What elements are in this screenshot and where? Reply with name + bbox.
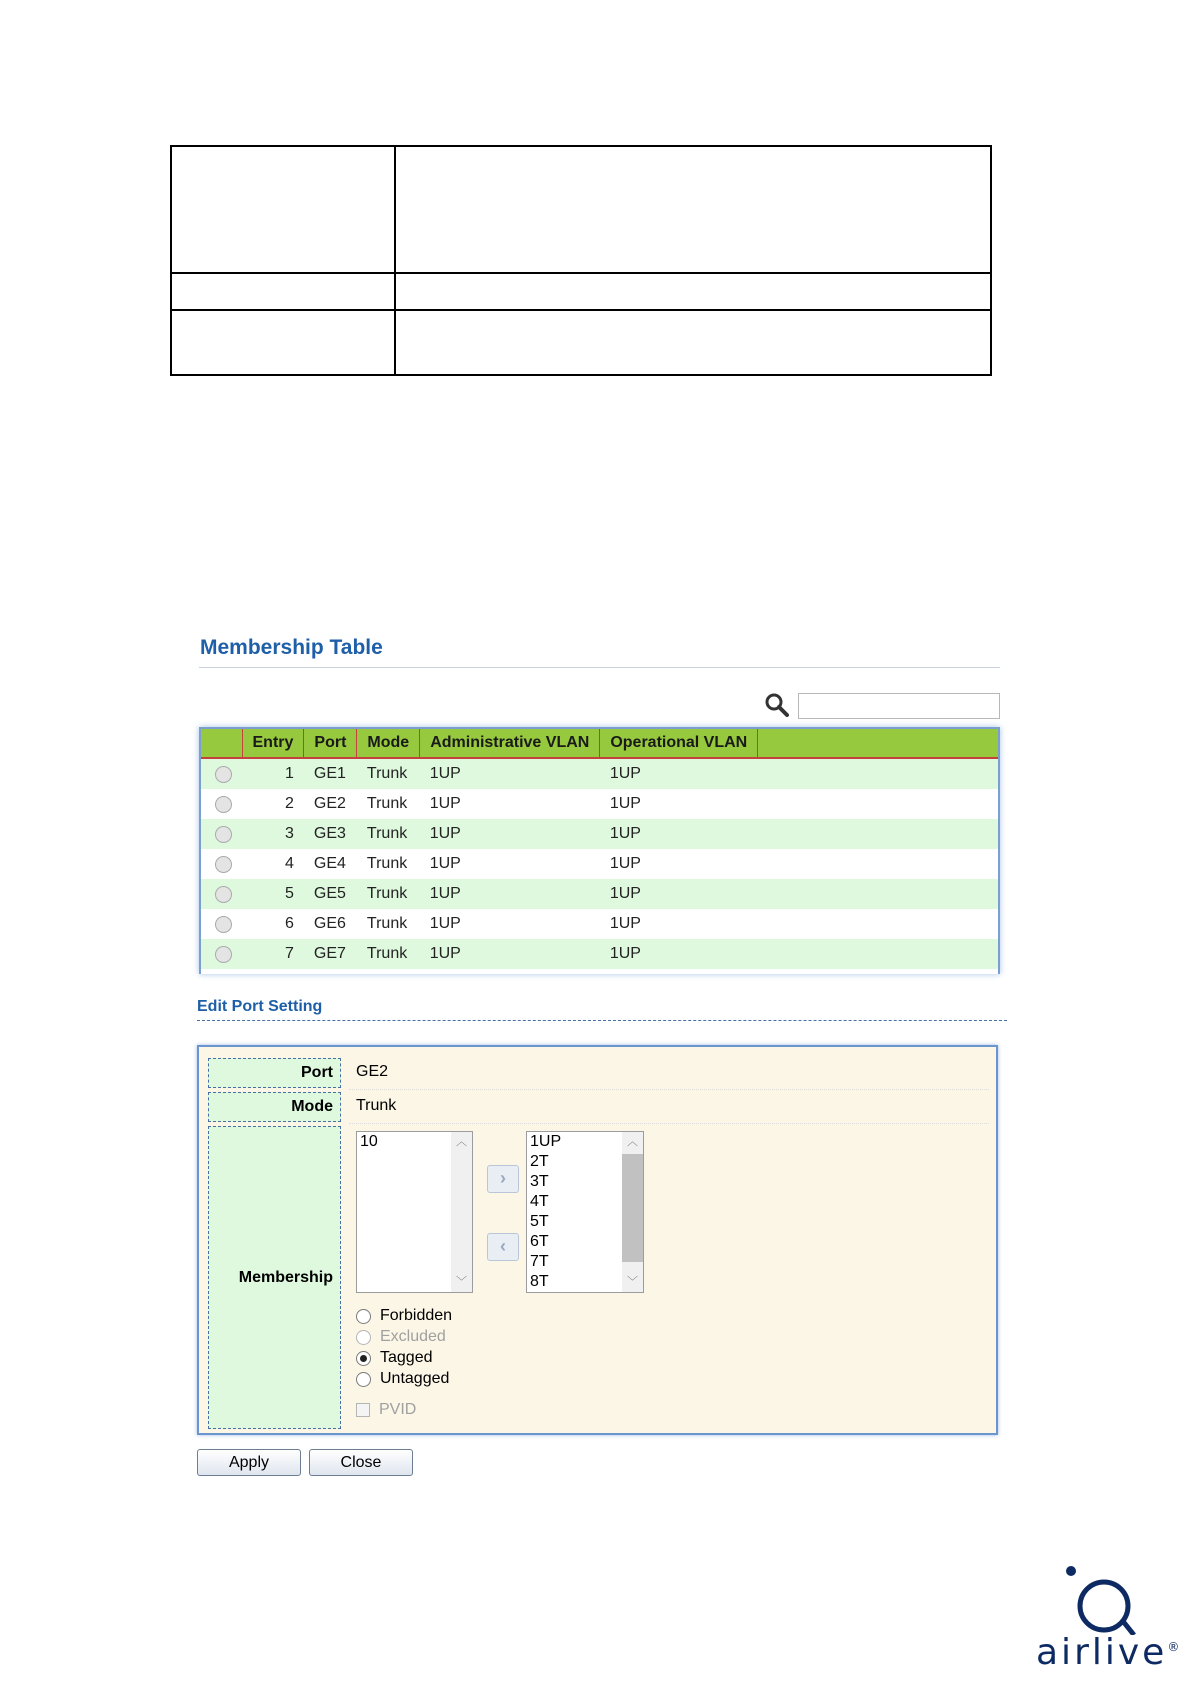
search-input[interactable] [798, 693, 1000, 719]
column-header-port[interactable]: Port [304, 729, 357, 758]
selected-vlan-item[interactable]: 6T [530, 1233, 549, 1250]
row-select-cell[interactable] [201, 909, 242, 939]
table-row[interactable] [201, 758, 998, 789]
oper-vlan-cell: 1UP [600, 758, 758, 789]
membership-table [199, 727, 1000, 974]
table-row[interactable] [201, 939, 998, 969]
row-radio[interactable] [215, 796, 232, 813]
filler-cell [758, 879, 998, 909]
filler-cell [758, 849, 998, 879]
option-untagged-label: Untagged [380, 1370, 450, 1387]
oper-vlan-cell: 1UP [600, 849, 758, 879]
close-button[interactable]: Close [309, 1449, 413, 1476]
row-radio[interactable] [215, 886, 232, 903]
port-cell: GE1 [304, 758, 357, 789]
column-header-mode[interactable]: Mode [357, 729, 420, 758]
mode-cell: Trunk [357, 909, 420, 939]
port-label: Port [208, 1058, 341, 1088]
row-radio[interactable] [215, 856, 232, 873]
available-vlan-list[interactable] [356, 1131, 473, 1293]
admin-vlan-cell: 1UP [420, 819, 600, 849]
option-pvid [356, 1401, 416, 1419]
entry-cell: 1 [242, 758, 304, 789]
radio-tagged[interactable] [356, 1351, 371, 1366]
scroll-down-icon[interactable]: ﹀ [456, 1276, 467, 1288]
scroll-down-icon[interactable]: ﹀ [627, 1276, 638, 1288]
filler-cell [758, 819, 998, 849]
available-vlan-item[interactable]: 10 [360, 1133, 378, 1150]
selected-vlan-list[interactable] [526, 1131, 644, 1293]
column-header-entry[interactable]: Entry [242, 729, 304, 758]
move-left-button[interactable]: ‹ [487, 1233, 519, 1261]
selected-vlan-item[interactable]: 1UP [530, 1133, 562, 1150]
selected-vlan-item[interactable]: 5T [530, 1213, 549, 1230]
row-select-cell[interactable] [201, 849, 242, 879]
table-header [201, 729, 998, 758]
table-row[interactable] [201, 789, 998, 819]
move-right-button[interactable]: › [487, 1165, 519, 1193]
radio-untagged[interactable] [356, 1372, 371, 1387]
option-excluded [356, 1328, 446, 1346]
search-icon[interactable] [764, 692, 790, 718]
radio-excluded [356, 1330, 371, 1345]
port-cell: GE7 [304, 939, 357, 969]
table-row[interactable] [201, 879, 998, 909]
radio-forbidden[interactable] [356, 1309, 371, 1324]
selected-vlan-item[interactable]: 3T [530, 1173, 549, 1190]
admin-vlan-cell: 1UP [420, 909, 600, 939]
option-untagged[interactable] [356, 1370, 449, 1388]
option-tagged[interactable] [356, 1349, 433, 1367]
admin-vlan-cell: 1UP [420, 939, 600, 969]
port-value: GE2 [356, 1063, 389, 1080]
available-list-scrollbar[interactable] [451, 1132, 472, 1292]
mode-cell: Trunk [357, 939, 420, 969]
row-select-cell[interactable] [201, 758, 242, 789]
airlive-logo-icon [1034, 1560, 1154, 1635]
selected-vlan-item[interactable]: 7T [530, 1253, 549, 1270]
oper-vlan-cell: 1UP [600, 939, 758, 969]
mode-label: Mode [208, 1092, 341, 1122]
scroll-thumb[interactable] [622, 1154, 643, 1262]
entry-cell: 3 [242, 819, 304, 849]
mode-cell: Trunk [357, 758, 420, 789]
apply-button[interactable]: Apply [197, 1449, 301, 1476]
header-filler [758, 729, 998, 758]
option-tagged-label: Tagged [380, 1349, 433, 1366]
row-radio[interactable] [215, 826, 232, 843]
entry-cell: 2 [242, 789, 304, 819]
admin-vlan-cell: 1UP [420, 789, 600, 819]
oper-vlan-cell: 1UP [600, 879, 758, 909]
membership-label: Membership [208, 1126, 341, 1429]
row-select-cell[interactable] [201, 939, 242, 969]
filler-cell [758, 789, 998, 819]
row-select-cell[interactable] [201, 789, 242, 819]
edit-title-divider [197, 1020, 1007, 1021]
entry-cell: 4 [242, 849, 304, 879]
membership-table-title: Membership Table [200, 636, 383, 659]
mode-value: Trunk [356, 1097, 397, 1114]
oper-vlan-cell: 1UP [600, 789, 758, 819]
column-header-admin-vlan[interactable]: Administrative VLAN [420, 729, 600, 758]
option-forbidden[interactable] [356, 1307, 452, 1325]
port-cell: GE2 [304, 789, 357, 819]
port-cell: GE5 [304, 879, 357, 909]
row-radio[interactable] [215, 946, 232, 963]
select-column-header [201, 729, 242, 758]
column-header-oper-vlan[interactable]: Operational VLAN [600, 729, 758, 758]
selected-list-scrollbar[interactable] [622, 1132, 643, 1292]
row-separator [349, 1089, 989, 1090]
admin-vlan-cell: 1UP [420, 849, 600, 879]
port-cell: GE3 [304, 819, 357, 849]
row-select-cell[interactable] [201, 819, 242, 849]
pvid-checkbox [356, 1403, 370, 1417]
edit-port-panel [197, 1045, 998, 1435]
entry-cell: 7 [242, 939, 304, 969]
table-row[interactable] [201, 909, 998, 939]
title-divider [199, 667, 1000, 668]
pvid-label: PVID [379, 1401, 417, 1418]
row-select-cell[interactable] [201, 879, 242, 909]
admin-vlan-cell: 1UP [420, 758, 600, 789]
selected-vlan-item[interactable]: 8T [530, 1273, 549, 1290]
entry-cell: 6 [242, 909, 304, 939]
scroll-up-icon[interactable]: ︿ [456, 1136, 467, 1148]
mode-cell: Trunk [357, 879, 420, 909]
filler-cell [758, 939, 998, 969]
row-radio[interactable] [215, 916, 232, 933]
oper-vlan-cell: 1UP [600, 909, 758, 939]
entry-cell: 5 [242, 879, 304, 909]
port-cell: GE6 [304, 909, 357, 939]
brand-name: airlive® [1036, 1632, 1183, 1673]
row-radio[interactable] [215, 766, 232, 783]
table-row[interactable] [201, 819, 998, 849]
edit-port-setting-title: Edit Port Setting [197, 998, 323, 1015]
filler-cell [758, 909, 998, 939]
mode-cell: Trunk [357, 789, 420, 819]
filler-cell [758, 758, 998, 789]
selected-vlan-item[interactable]: 4T [530, 1193, 549, 1210]
admin-vlan-cell: 1UP [420, 879, 600, 909]
table-row[interactable] [201, 849, 998, 879]
mode-cell: Trunk [357, 819, 420, 849]
option-excluded-label: Excluded [380, 1328, 446, 1345]
row-separator [349, 1123, 989, 1124]
oper-vlan-cell: 1UP [600, 819, 758, 849]
selected-vlan-item[interactable]: 2T [530, 1153, 549, 1170]
mode-cell: Trunk [357, 849, 420, 879]
port-cell: GE4 [304, 849, 357, 879]
option-forbidden-label: Forbidden [380, 1307, 453, 1324]
scroll-up-icon[interactable]: ︿ [627, 1136, 638, 1148]
doc-table [170, 145, 992, 376]
